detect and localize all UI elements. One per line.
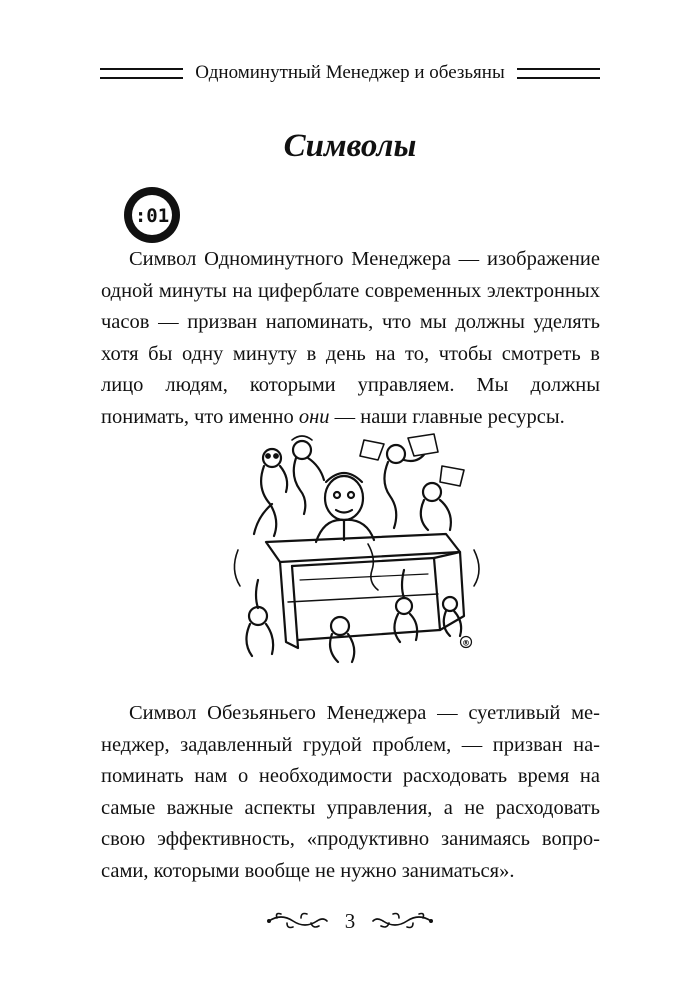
clock-text: :01 bbox=[134, 205, 170, 227]
paragraph-1-italic: они bbox=[298, 405, 330, 428]
paragraph-1-text-b: — наши главные ресурсы. bbox=[329, 405, 565, 428]
floral-ornament-icon bbox=[369, 911, 435, 931]
running-title: Одноминутный Менеджер и обезьяны bbox=[195, 62, 505, 83]
registered-mark: ® bbox=[462, 638, 470, 648]
floral-ornament-icon bbox=[265, 911, 331, 931]
one-minute-clock-icon bbox=[122, 185, 182, 245]
page-footer bbox=[0, 906, 700, 936]
header-rule-left bbox=[100, 68, 183, 79]
chapter-title: Символы bbox=[283, 128, 417, 164]
running-header bbox=[100, 60, 600, 86]
paragraph-one-minute-symbol bbox=[101, 244, 600, 433]
header-rule-right bbox=[517, 68, 600, 79]
monkey-manager-illustration bbox=[228, 430, 488, 670]
page-number: 3 bbox=[344, 908, 356, 933]
paragraph-monkey-symbol: Символ Обезьяньего Менеджера — суетливый менеджер, задавленный грудой проблем, — призван напоминать нам о необходимости расходовать время на самые важные аспекты управления, а не расходовать свою эффективность, «продуктивно занимаясь вопросами, которыми вообще не нужно заниматься». bbox=[101, 702, 600, 882]
paragraph-1-text-a: Символ Одноминутного Менеджера — изображение одной минуты на циферблате современных электронных часов — призван напоминать, что мы должны уделять хотя бы одну минуту в день на то, чтобы смотреть в лицо людям, которыми управляем. Мы должны понимать, что именно bbox=[101, 248, 600, 428]
